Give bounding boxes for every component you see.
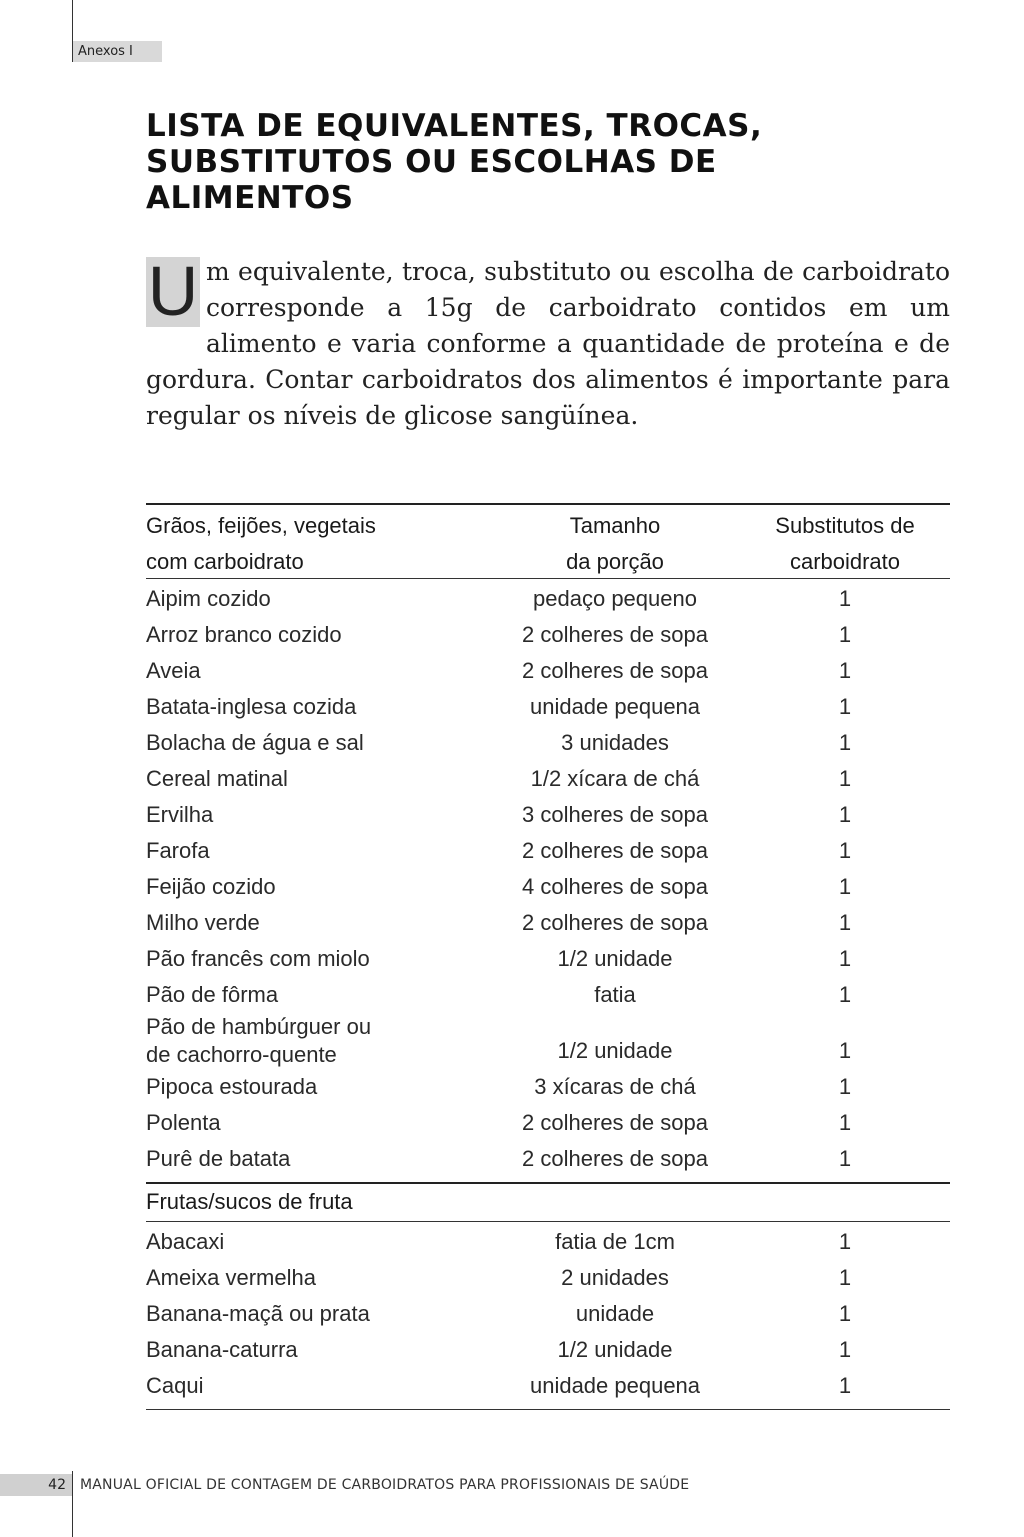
portion-cell: fatia bbox=[594, 982, 636, 1007]
header-substitutes-line1: Substitutos de bbox=[775, 513, 915, 538]
table-row bbox=[146, 905, 950, 941]
food-cell bbox=[146, 1368, 490, 1404]
table-row bbox=[146, 1141, 950, 1177]
substitutes-cell: 1 bbox=[838, 982, 852, 1007]
header-portion bbox=[490, 508, 740, 578]
food-cell bbox=[146, 581, 490, 617]
table-bottom-rule bbox=[146, 1409, 950, 1410]
equivalents-table bbox=[146, 503, 950, 1410]
food-cell bbox=[146, 869, 490, 905]
food-cell bbox=[146, 725, 490, 761]
food-cell bbox=[146, 1296, 490, 1332]
grains-rows bbox=[146, 579, 950, 1182]
bottom-margin-rule bbox=[72, 1471, 73, 1537]
food-name: Caqui bbox=[146, 1373, 204, 1398]
table-row bbox=[146, 869, 950, 905]
substitutes-cell: 1 bbox=[838, 1110, 852, 1135]
portion-cell: 4 colheres de sopa bbox=[522, 874, 708, 899]
food-name-line2: de cachorro-quente bbox=[146, 1042, 337, 1067]
substitutes-cell: 1 bbox=[838, 946, 852, 971]
header-substitutes-line2: carboidrato bbox=[789, 549, 901, 574]
substitutes-cell: 1 bbox=[838, 1074, 852, 1099]
page-number: 42 bbox=[0, 1474, 72, 1496]
food-name: Feijão cozido bbox=[146, 874, 276, 899]
food-name: Arroz branco cozido bbox=[146, 622, 342, 647]
portion-cell: 2 colheres de sopa bbox=[522, 838, 708, 863]
portion-cell: 1/2 unidade bbox=[557, 1038, 673, 1063]
running-title: MANUAL OFICIAL DE CONTAGEM DE CARBOIDRATOS PARA PROFISSIONAIS DE SAÚDE bbox=[80, 1477, 690, 1493]
intro-paragraph bbox=[146, 254, 950, 434]
food-name: Abacaxi bbox=[146, 1229, 225, 1254]
food-name: Purê de batata bbox=[146, 1146, 291, 1171]
table-row bbox=[146, 725, 950, 761]
substitutes-cell: 1 bbox=[838, 838, 852, 863]
table-row bbox=[146, 977, 950, 1013]
food-cell bbox=[146, 905, 490, 941]
header-food-line2: com carboidrato bbox=[146, 549, 304, 574]
substitutes-cell: 1 bbox=[838, 730, 852, 755]
food-name: Aveia bbox=[146, 658, 201, 683]
portion-cell: 2 colheres de sopa bbox=[522, 910, 708, 935]
substitutes-cell: 1 bbox=[838, 622, 852, 647]
food-cell bbox=[146, 1260, 490, 1296]
food-cell bbox=[146, 833, 490, 869]
intro-text: m equivalente, troca, substituto ou escolha de carboidrato corresponde a 15g de carboidrato contidos em um alimento e varia conforme a quantidade de proteína e de gordura. Contar carboidratos dos alimentos é importante para regular os níveis de glicose sangüínea. bbox=[146, 257, 950, 430]
section-label: Anexos I bbox=[73, 41, 162, 62]
substitutes-cell: 1 bbox=[838, 1301, 852, 1326]
header-portion-line1: Tamanho bbox=[569, 513, 661, 538]
portion-cell: pedaço pequeno bbox=[533, 586, 697, 611]
food-name: Farofa bbox=[146, 838, 210, 863]
table-row bbox=[146, 689, 950, 725]
page-title: LISTA DE EQUIVALENTES, TROCAS, SUBSTITUTOS OU ESCOLHAS DE ALIMENTOS bbox=[146, 108, 763, 216]
portion-cell: fatia de 1cm bbox=[555, 1229, 675, 1254]
food-cell bbox=[146, 797, 490, 833]
food-name: Bolacha de água e sal bbox=[146, 730, 364, 755]
food-cell bbox=[146, 1332, 490, 1368]
food-cell bbox=[146, 1069, 490, 1105]
food-cell bbox=[146, 977, 490, 1013]
portion-cell: 2 colheres de sopa bbox=[522, 622, 708, 647]
substitutes-cell: 1 bbox=[838, 802, 852, 827]
food-cell bbox=[146, 617, 490, 653]
header-food-line1: Grãos, feijões, vegetais bbox=[146, 513, 376, 538]
table-row bbox=[146, 1368, 950, 1404]
food-cell bbox=[146, 1224, 490, 1260]
food-name: Aipim cozido bbox=[146, 586, 271, 611]
substitutes-cell: 1 bbox=[838, 1146, 852, 1171]
table-row bbox=[146, 1332, 950, 1368]
portion-cell: unidade bbox=[575, 1301, 655, 1326]
food-cell bbox=[146, 941, 490, 977]
table-row bbox=[146, 1260, 950, 1296]
portion-cell: 3 xícaras de chá bbox=[534, 1074, 696, 1099]
portion-cell: 3 unidades bbox=[561, 730, 669, 755]
portion-cell: 3 colheres de sopa bbox=[522, 802, 708, 827]
food-name: Cereal matinal bbox=[146, 766, 288, 791]
food-name: Banana-caturra bbox=[146, 1337, 298, 1362]
food-cell bbox=[146, 1141, 490, 1177]
table-row bbox=[146, 581, 950, 617]
substitutes-cell: 1 bbox=[838, 874, 852, 899]
food-cell bbox=[146, 761, 490, 797]
fruit-rows bbox=[146, 1222, 950, 1409]
table-row bbox=[146, 941, 950, 977]
substitutes-cell: 1 bbox=[838, 1038, 852, 1063]
portion-cell: 2 colheres de sopa bbox=[522, 1146, 708, 1171]
substitutes-cell: 1 bbox=[838, 694, 852, 719]
portion-cell: unidade pequena bbox=[529, 694, 701, 719]
table-row bbox=[146, 1069, 950, 1105]
food-name: Pão de fôrma bbox=[146, 982, 279, 1007]
portion-cell: unidade pequena bbox=[529, 1373, 701, 1398]
substitutes-cell: 1 bbox=[838, 1337, 852, 1362]
substitutes-cell: 1 bbox=[838, 1265, 852, 1290]
table-row bbox=[146, 833, 950, 869]
substitutes-cell: 1 bbox=[838, 658, 852, 683]
category-fruits: Frutas/sucos de fruta bbox=[146, 1189, 353, 1214]
header-portion-line2: da porção bbox=[566, 549, 664, 574]
food-name: Milho verde bbox=[146, 910, 260, 935]
food-name: Batata-inglesa cozida bbox=[146, 694, 357, 719]
food-name: Pipoca estourada bbox=[146, 1074, 318, 1099]
substitutes-cell: 1 bbox=[838, 1373, 852, 1398]
table-row bbox=[146, 653, 950, 689]
portion-cell: 2 colheres de sopa bbox=[522, 658, 708, 683]
food-name: Ervilha bbox=[146, 802, 214, 827]
food-name: Ameixa vermelha bbox=[146, 1265, 316, 1290]
table-row bbox=[146, 761, 950, 797]
table-row bbox=[146, 797, 950, 833]
food-cell bbox=[146, 1105, 490, 1141]
food-cell bbox=[146, 689, 490, 725]
substitutes-cell: 1 bbox=[838, 586, 852, 611]
portion-cell: 1/2 unidade bbox=[557, 946, 673, 971]
table-row bbox=[146, 1224, 950, 1260]
table-row bbox=[146, 1296, 950, 1332]
food-cell bbox=[146, 653, 490, 689]
table-header bbox=[146, 505, 950, 578]
substitutes-cell: 1 bbox=[838, 766, 852, 791]
portion-cell: 2 colheres de sopa bbox=[522, 1110, 708, 1135]
table-row bbox=[146, 617, 950, 653]
header-substitutes bbox=[740, 508, 950, 578]
portion-cell: 1/2 unidade bbox=[557, 1337, 673, 1362]
food-name: Pão francês com miolo bbox=[146, 946, 370, 971]
food-name: Polenta bbox=[146, 1110, 221, 1135]
portion-cell: 2 unidades bbox=[561, 1265, 669, 1290]
header-food bbox=[146, 508, 490, 578]
table-row bbox=[146, 1013, 950, 1069]
food-cell bbox=[146, 1013, 490, 1069]
table-row bbox=[146, 1105, 950, 1141]
substitutes-cell: 1 bbox=[838, 910, 852, 935]
food-name: Pão de hambúrguer ou bbox=[146, 1014, 372, 1039]
drop-cap: U bbox=[147, 252, 199, 330]
portion-cell: 1/2 xícara de chá bbox=[530, 766, 700, 791]
food-name: Banana-maçã ou prata bbox=[146, 1301, 370, 1326]
substitutes-cell: 1 bbox=[838, 1229, 852, 1254]
